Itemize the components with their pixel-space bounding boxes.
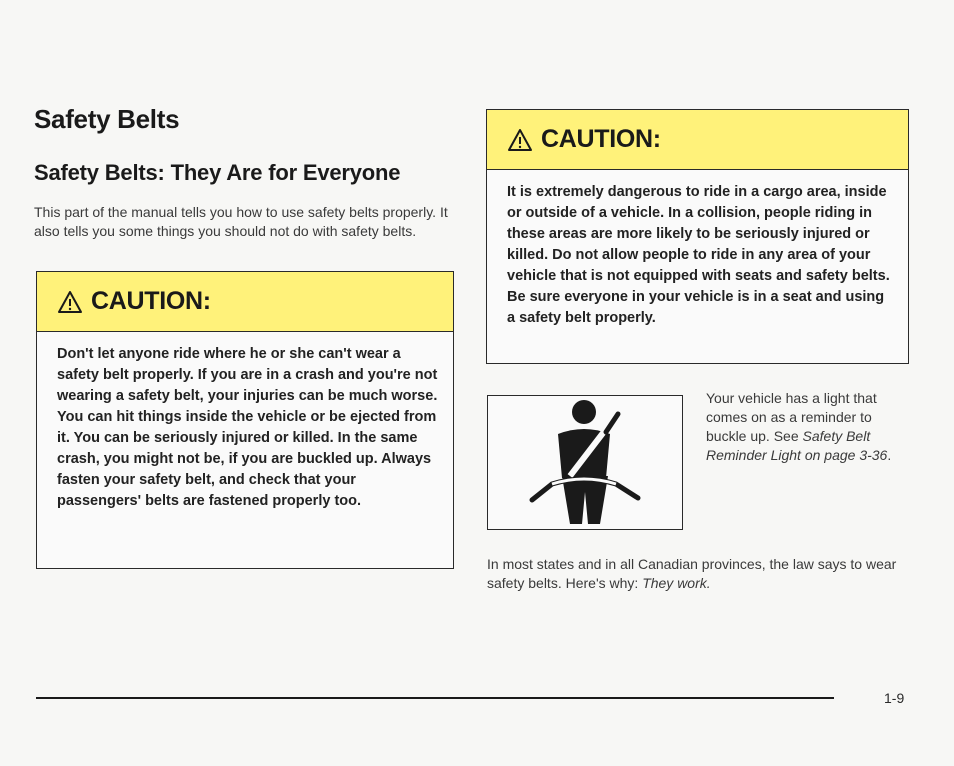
caution-header-left [37, 272, 453, 332]
caution-text-left: Don't let anyone ride where he or she can't wear a safety belt properly. If you are in a crash and you're not wearing a safety belt, your injuries can be much worse. You can hit things inside the vehicle or be ejected from it. You can be seriously injured or killed. In the same crash, you might not be, if you are buckled up. Always fasten your safety belt, and check that your passengers' belts are fastened properly too. [57, 346, 438, 509]
caution-box-left [36, 271, 454, 569]
reminder-tail: . [887, 447, 892, 463]
page-number: 1-9 [884, 690, 905, 706]
law-emphasis: They work. [642, 575, 711, 591]
seatbelt-reminder-icon [488, 396, 681, 528]
law-lead: In most states and in all Canadian provinces, the law says to wear safety belts. Here's why: [487, 556, 897, 591]
section-heading: Safety Belts: They Are for Everyone [34, 160, 401, 185]
footer-rule [36, 697, 834, 699]
caution-text-right: It is extremely dangerous to ride in a cargo area, inside or outside of a vehicle. In a collision, people riding in these areas are more likely to be seriously injured or killed. Do not allow people to ride in any area of your vehicle that is not equipped with seats and safety belts. Be sure everyone in your vehicle is in a seat and using a safety belt properly. [507, 184, 890, 326]
warning-triangle-icon [57, 290, 83, 314]
caution-label-left: CAUTION: [91, 287, 211, 315]
law-paragraph [487, 555, 907, 593]
caution-header-right [487, 110, 908, 170]
reminder-paragraph [706, 389, 916, 465]
seatbelt-reminder-icon-box [487, 395, 683, 530]
warning-triangle-icon [507, 128, 533, 152]
reminder-reference: Safety Belt Reminder Light on page 3-36 [706, 428, 888, 463]
reminder-lead: Your vehicle has a light that comes on as a reminder to buckle up. See [706, 390, 877, 444]
page-title: Safety Belts [34, 104, 180, 134]
intro-paragraph: This part of the manual tells you how to use safety belts properly. It also tells you some things you should not do with safety belts. [34, 204, 448, 239]
caution-label-right: CAUTION: [541, 125, 661, 153]
caution-box-right [486, 109, 909, 364]
